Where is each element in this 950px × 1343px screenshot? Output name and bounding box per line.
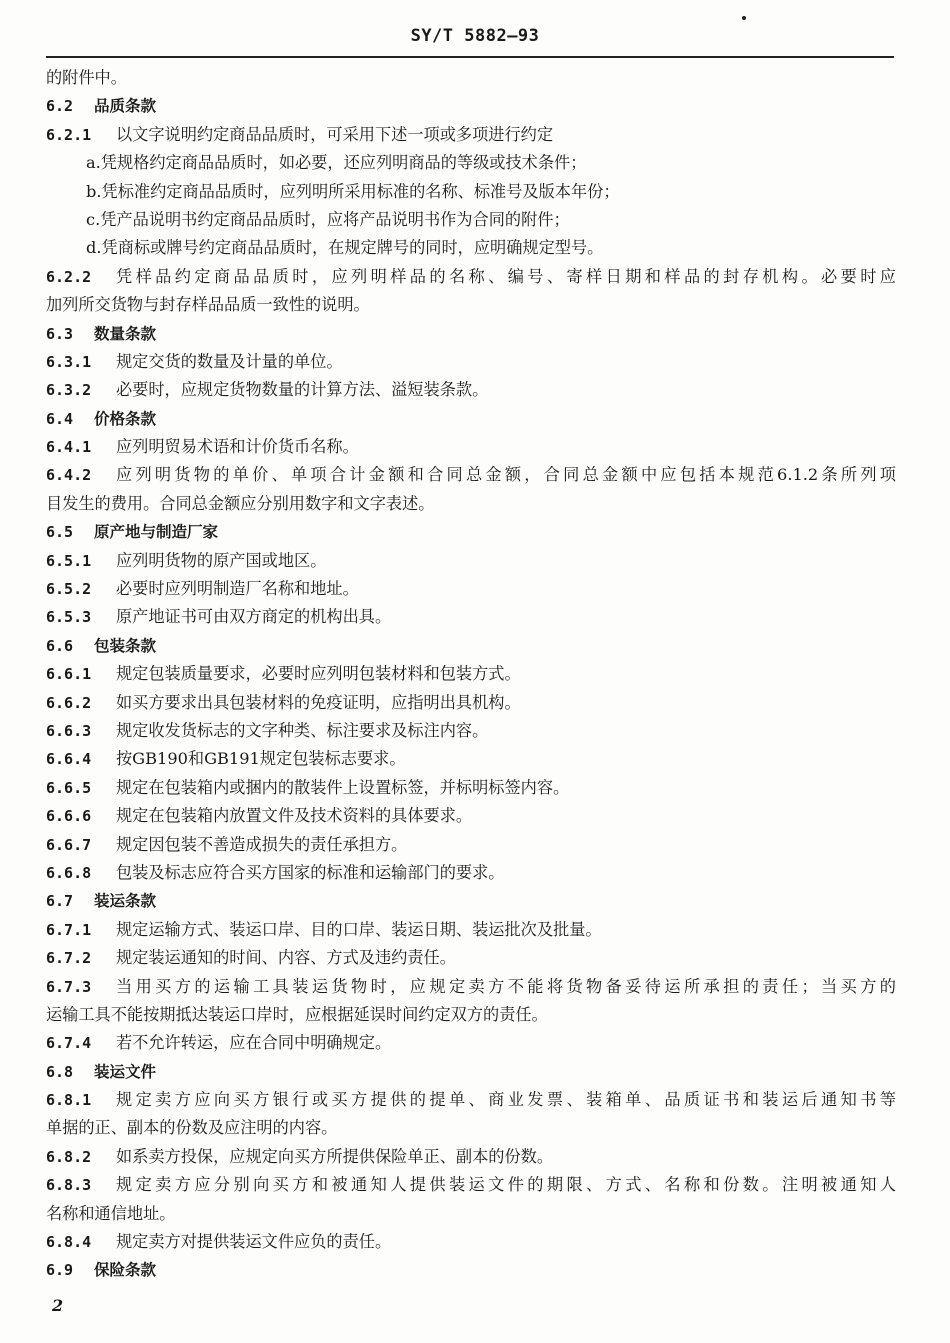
- clause-number: 6.4.1: [46, 438, 92, 457]
- clause-text: 必要时，应规定货物数量的计算方法、溢短装条款。: [116, 380, 489, 400]
- clause-number: 6.3.1: [46, 352, 92, 371]
- clause-line: [46, 1228, 896, 1256]
- clause-line: [46, 1086, 896, 1114]
- clause-number: 6.8.3: [46, 1176, 92, 1195]
- text-line: [46, 1114, 896, 1142]
- clause-number: 6.2.1: [46, 125, 92, 144]
- clause-line: [46, 859, 896, 887]
- clause-text: 规定运输方式、装运口岸、目的口岸、装运日期、装运批次及批量。: [116, 919, 602, 939]
- clause-text: 必要时应列明制造厂名称和地址。: [116, 579, 359, 599]
- clause-number: 6.6: [46, 636, 74, 655]
- clause-text: 单据的正、副本的份数及应注明的内容。: [46, 1118, 338, 1138]
- clause-number: 6.8.1: [46, 1091, 92, 1110]
- clause-text: 原产地证书可由双方商定的机构出具。: [116, 607, 392, 627]
- text-line: [46, 1200, 896, 1228]
- text-line: [46, 149, 896, 177]
- clause-text: a.凭规格约定商品品质时，如必要，还应列明商品的等级或技术条件；: [86, 153, 587, 173]
- clause-number: 6.6.7: [46, 835, 92, 854]
- clause-text: 以文字说明约定商品品质时，可采用下述一项或多项进行约定: [116, 124, 554, 144]
- clause-text: 规定交货的数量及计量的单位。: [116, 351, 343, 371]
- clause-text: 包装及标志应符合买方国家的标准和运输部门的要求。: [116, 862, 505, 882]
- clause-line: [46, 461, 896, 489]
- clause-number: 6.3.2: [46, 381, 92, 400]
- clause-number: 6.7.2: [46, 949, 92, 968]
- clause-number: 6.4.2: [46, 466, 92, 485]
- clause-number: 6.5: [46, 523, 74, 542]
- clause-text: 规定包装质量要求，必要时应列明包装材料和包装方式。: [116, 664, 521, 684]
- clause-text: 如系卖方投保，应规定向买方所提供保险单正、副本的份数。: [116, 1146, 554, 1166]
- clause-number: 6.5.3: [46, 608, 92, 627]
- clause-line: [46, 660, 896, 688]
- clause-line: [46, 689, 896, 717]
- heading-text: 品质条款: [94, 97, 157, 116]
- heading-text: 保险条款: [94, 1261, 157, 1280]
- clause-number: 6.2: [46, 97, 74, 116]
- clause-number: 6.6.5: [46, 778, 92, 797]
- text-line: [46, 206, 896, 234]
- clause-text: 当用买方的运输工具装运货物时，应规定卖方不能将货物备妥待运所承担的责任；当买方的: [116, 976, 896, 996]
- clause-number: 6.6.4: [46, 750, 92, 769]
- clause-text: b.凭标准约定商品品质时，应列明所采用标准的名称、标准号及版本年份；: [86, 181, 620, 201]
- clause-line: [46, 831, 896, 859]
- clause-text: 如买方要求出具包装材料的免疫证明，应指明出具机构。: [116, 692, 521, 712]
- section-heading: [46, 320, 896, 348]
- text-line: [46, 291, 896, 319]
- clause-text: 目发生的费用。合同总金额应分别用数字和文字表述。: [46, 493, 435, 513]
- clause-number: 6.7.4: [46, 1034, 92, 1053]
- clause-line: [46, 944, 896, 972]
- clause-text: 运输工具不能按期抵达装运口岸时，应根据延误时间约定双方的责任。: [46, 1004, 548, 1024]
- clause-text: 凭样品约定商品品质时，应列明样品的名称、编号、寄样日期和样品的封存机构。必要时应: [116, 266, 896, 286]
- clause-text: 若不允许转运，应在合同中明确规定。: [116, 1033, 392, 1053]
- clause-text: d.凭商标或牌号约定商品品质时，在规定牌号的同时，应明确规定型号。: [86, 238, 604, 258]
- section-heading: [46, 518, 896, 546]
- clause-line: [46, 774, 896, 802]
- clause-line: [46, 547, 896, 575]
- clause-text: 名称和通信地址。: [46, 1203, 176, 1223]
- section-heading: [46, 887, 896, 915]
- clause-text: 规定在包装箱内放置文件及技术资料的具体要求。: [116, 806, 473, 826]
- clause-line: [46, 916, 896, 944]
- clause-line: [46, 433, 896, 461]
- clause-line: [46, 717, 896, 745]
- clause-text: 应列明贸易术语和计价货币名称。: [116, 437, 359, 457]
- heading-text: 数量条款: [94, 324, 157, 343]
- clause-number: 6.2.2: [46, 267, 92, 286]
- clause-number: 6.6.1: [46, 665, 92, 684]
- section-heading: [46, 1058, 896, 1086]
- clause-number: 6.5.2: [46, 580, 92, 599]
- clause-text: 加列所交货物与封存样品品质一致性的说明。: [46, 295, 370, 315]
- section-heading: [46, 405, 896, 433]
- clause-line: [46, 973, 896, 1001]
- text-line: [46, 178, 896, 206]
- clause-number: 6.6.6: [46, 807, 92, 826]
- clause-text: 规定装运通知的时间、内容、方式及违约责任。: [116, 948, 456, 968]
- clause-number: 6.7: [46, 892, 74, 911]
- clause-number: 6.7.3: [46, 977, 92, 996]
- clause-number: 6.7.1: [46, 920, 92, 939]
- clause-text: 规定因包装不善造成损失的责任承担方。: [116, 834, 408, 854]
- scan-speck: [742, 16, 746, 20]
- page-number: 2: [52, 1296, 64, 1315]
- clause-line: [46, 263, 896, 291]
- clause-number: 6.6.3: [46, 721, 92, 740]
- section-heading: [46, 632, 896, 660]
- clause-number: 6.8.4: [46, 1233, 92, 1252]
- heading-text: 价格条款: [94, 409, 157, 428]
- clause-number: 6.5.1: [46, 551, 92, 570]
- clause-line: [46, 348, 896, 376]
- clause-text: 按GB190和GB191规定包装标志要求。: [116, 749, 406, 769]
- page-header: SY/T 5882—93: [410, 26, 540, 46]
- clause-line: [46, 802, 896, 830]
- clause-line: [46, 745, 896, 773]
- clause-text: c.凭产品说明书约定商品品质时，应将产品说明书作为合同的附件；: [86, 209, 570, 229]
- clause-line: [46, 1029, 896, 1057]
- clause-text: 的附件中。: [46, 68, 127, 87]
- clause-number: 6.6.8: [46, 863, 92, 882]
- clause-line: [46, 376, 896, 404]
- clause-text: 规定卖方应向买方银行或买方提供的提单、商业发票、装箱单、品质证书和装运后通知书等: [116, 1090, 896, 1110]
- heading-text: 装运文件: [94, 1062, 157, 1081]
- section-heading: [46, 1256, 896, 1284]
- clause-line: [46, 1171, 896, 1199]
- clause-text: 规定在包装箱内或捆内的散装件上设置标签，并标明标签内容。: [116, 777, 570, 797]
- text-line: [46, 490, 896, 518]
- heading-text: 装运条款: [94, 892, 157, 911]
- clause-number: 6.8.2: [46, 1147, 92, 1166]
- clause-line: [46, 575, 896, 603]
- clause-number: 6.8: [46, 1062, 74, 1081]
- clause-line: [46, 121, 896, 149]
- heading-text: 原产地与制造厂家: [94, 523, 219, 542]
- section-heading: [46, 92, 896, 120]
- text-line: [46, 1001, 896, 1029]
- clause-number: 6.6.2: [46, 693, 92, 712]
- clause-line: [46, 603, 896, 631]
- document-body: [46, 64, 896, 1285]
- text-line: [46, 64, 896, 92]
- clause-number: 6.3: [46, 324, 74, 343]
- clause-line: [46, 1143, 896, 1171]
- clause-text: 规定收发货标志的文字种类、标注要求及标注内容。: [116, 720, 489, 740]
- clause-text: 应列明货物的原产国或地区。: [116, 550, 327, 570]
- clause-number: 6.9: [46, 1261, 74, 1280]
- clause-text: 应列明货物的单价、单项合计金额和合同总金额，合同总金额中应包括本规范6.1.2条所列项: [116, 465, 896, 485]
- clause-text: 规定卖方对提供装运文件应负的责任。: [116, 1232, 392, 1252]
- text-line: [46, 234, 896, 262]
- clause-number: 6.4: [46, 409, 74, 428]
- clause-text: 规定卖方应分别向买方和被通知人提供装运文件的期限、方式、名称和份数。注明被通知人: [116, 1175, 896, 1195]
- header-rule: [46, 56, 894, 58]
- heading-text: 包装条款: [94, 636, 157, 655]
